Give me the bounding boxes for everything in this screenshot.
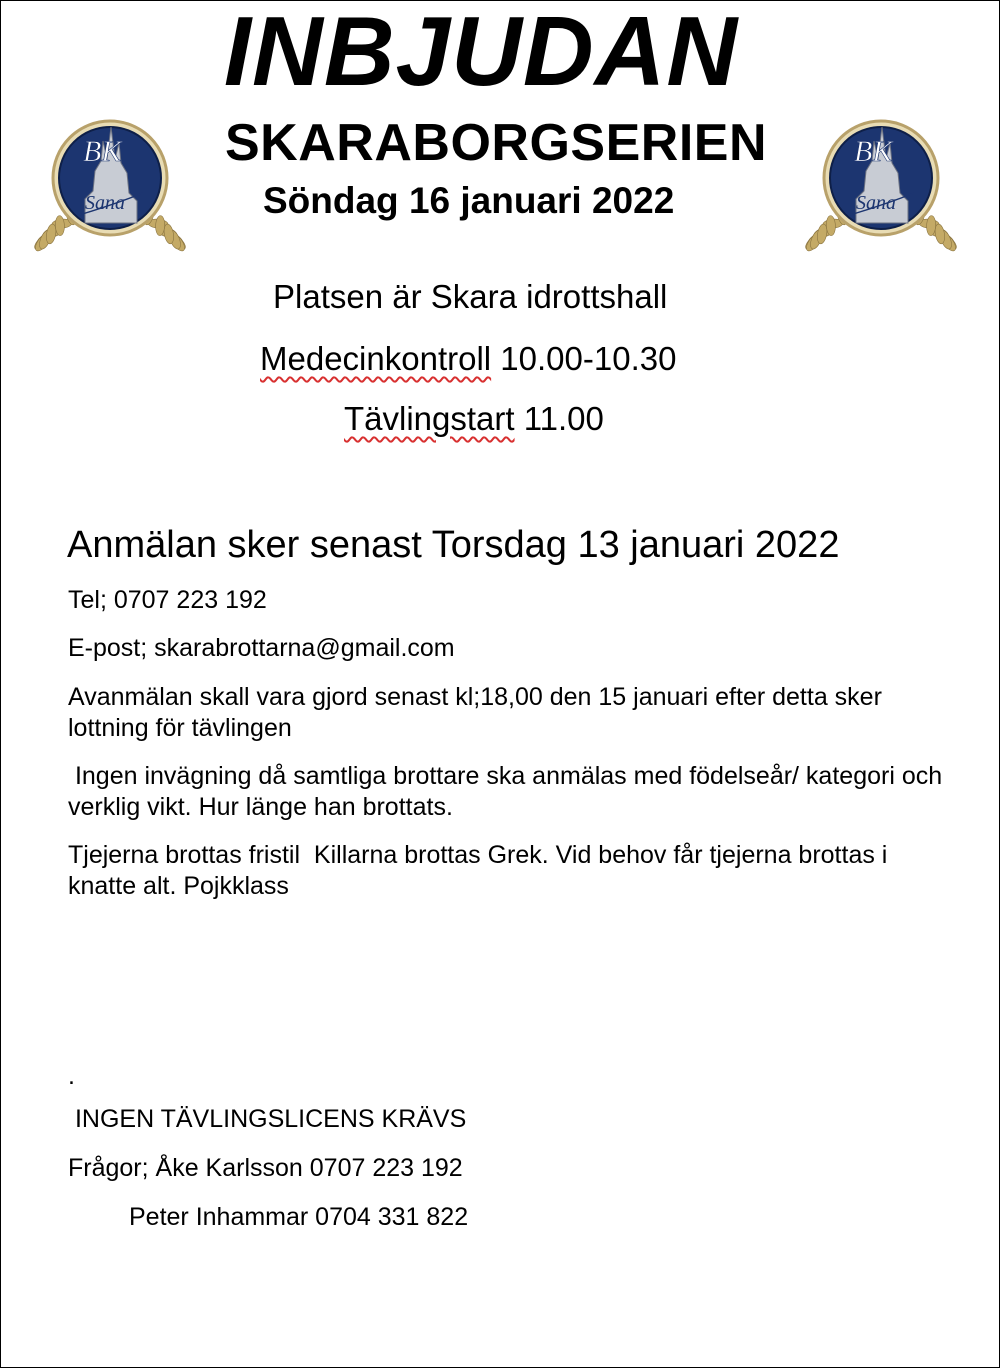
competition-start-line [344, 399, 604, 439]
separator-dot: . [68, 1062, 75, 1090]
wrestling-styles-paragraph: Tjejerna brottas fristil Killarna brottas Grek. Vid behov får tjejerna brottas i knatte alt. Pojkklass [68, 841, 895, 900]
contact-phone: Tel; 0707 223 192 [68, 586, 267, 614]
event-date: Söndag 16 januari 2022 [263, 180, 675, 221]
svg-text:Sana: Sana [85, 192, 125, 214]
cancellation-paragraph: Avanmälan skall vara gjord senast kl;18,00 den 15 januari efter detta sker lottning för tävlingen [68, 683, 882, 742]
license-notice: INGEN TÄVLINGSLICENS KRÄVS [68, 1105, 467, 1133]
svg-text:BK: BK [854, 135, 893, 168]
bk-sana-logo-left [23, 101, 197, 255]
series-name: SKARABORGSERIEN [225, 114, 767, 172]
medical-check-time: 10.00-10.30 [491, 340, 677, 377]
medical-check-label: Medecinkontroll [260, 340, 492, 377]
svg-text:BK: BK [83, 135, 122, 168]
bk-sana-logo-right [794, 101, 968, 255]
contact-email: E-post; skarabrottarna@gmail.com [68, 634, 455, 662]
questions-contact-2: Peter Inhammar 0704 331 822 [129, 1203, 469, 1231]
competition-start-label: Tävlingstart [344, 400, 515, 437]
weigh-in-paragraph: Ingen invägning då samtliga brottare ska anmälas med födelseår/ kategori och verklig vikt. Hur länge han brottats. [68, 762, 950, 821]
page-title: INBJUDAN [223, 0, 739, 106]
medical-check-line [260, 339, 676, 379]
questions-contact-1: Frågor; Åke Karlsson 0707 223 192 [68, 1154, 463, 1182]
competition-start-time: 11.00 [514, 400, 604, 437]
venue-text: Platsen är Skara idrottshall [273, 278, 668, 315]
svg-text:Sana: Sana [856, 192, 896, 214]
registration-deadline: Anmälan sker senast Torsdag 13 januari 2022 [67, 524, 840, 566]
